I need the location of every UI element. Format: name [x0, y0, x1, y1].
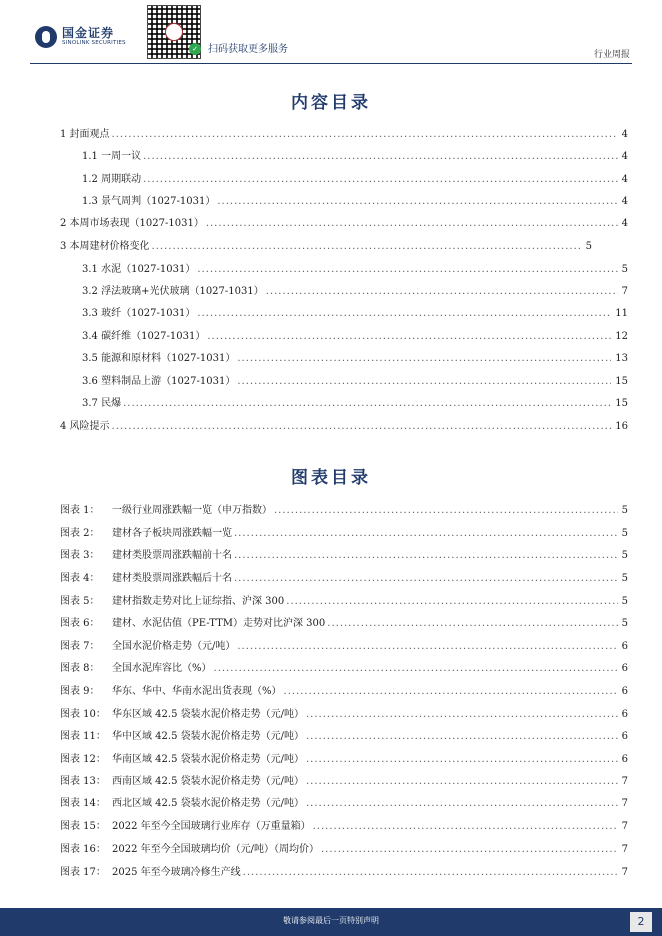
- figure-entry[interactable]: [60, 617, 628, 631]
- toc-entry-page: 7: [621, 286, 628, 297]
- figure-label: 全国水泥价格走势（元/吨）: [112, 641, 236, 652]
- toc-entry-page: 12: [615, 331, 628, 342]
- leader-dots: [217, 195, 617, 209]
- wechat-badge-icon: ✓: [189, 43, 201, 55]
- toc-entry-page: 4: [621, 129, 628, 140]
- figure-number: 图表 1：: [60, 505, 100, 516]
- toc-entry-label: 1 封面观点: [60, 129, 110, 140]
- toc-entry-page: 4: [621, 196, 628, 207]
- report-type: 行业周报: [593, 50, 630, 60]
- figure-entry[interactable]: [60, 640, 628, 654]
- leader-dots: [306, 753, 618, 767]
- figure-entry[interactable]: [60, 708, 628, 722]
- leader-dots: [306, 708, 618, 722]
- leader-dots: [327, 617, 617, 631]
- figure-page: 7: [621, 821, 628, 832]
- toc-entry[interactable]: [60, 217, 628, 231]
- toc-entry[interactable]: [82, 375, 628, 389]
- page-header: [0, 0, 662, 64]
- leader-dots: [197, 263, 617, 277]
- figure-number: 图表 11：: [60, 731, 106, 742]
- leader-dots: [306, 775, 618, 789]
- page-number: 2: [630, 912, 652, 932]
- toc-entry-label: 1.3 景气周判（1027-1031）: [82, 196, 216, 207]
- figure-label: 西南区域 42.5 袋装水泥价格走势（元/吨）: [112, 776, 304, 787]
- leader-dots: [313, 820, 618, 834]
- leader-dots: [306, 797, 618, 811]
- figure-label: 华南区域 42.5 袋装水泥价格走势（元/吨）: [112, 754, 304, 765]
- toc-entry[interactable]: [82, 195, 628, 209]
- figure-entry[interactable]: [60, 685, 628, 699]
- figure-label: 2022 年至今全国玻璃行业库存（万重量箱）: [112, 821, 311, 832]
- figure-entry[interactable]: [60, 730, 628, 744]
- toc-entry[interactable]: [60, 420, 628, 434]
- footer-disclaimer: 敬请参阅最后一页特别声明: [283, 916, 379, 925]
- leader-dots: [112, 420, 612, 434]
- figures-title: 图表目录: [291, 468, 371, 488]
- qr-center-logo-icon: [165, 23, 183, 41]
- toc-entry[interactable]: [60, 128, 628, 142]
- figure-entry[interactable]: [60, 775, 628, 789]
- figure-page: 7: [621, 844, 628, 855]
- leader-dots: [234, 549, 618, 563]
- toc-entry-label: 3 本周建材价格变化: [60, 241, 150, 252]
- toc-entry[interactable]: [82, 173, 628, 187]
- figure-number: 图表 17：: [60, 867, 106, 878]
- toc-entry-page: 15: [615, 376, 628, 387]
- toc-entry-page: 4: [621, 218, 628, 229]
- figure-page: 5: [621, 528, 628, 539]
- toc-entry-page: 15: [615, 398, 628, 409]
- logo-name-en: SINOLINK SECURITIES: [62, 40, 126, 46]
- leader-dots: [237, 375, 611, 389]
- figure-label: 2025 年至今玻璃冷修生产线: [112, 867, 241, 878]
- leader-dots: [284, 685, 618, 699]
- figure-page: 7: [621, 776, 628, 787]
- toc-entry[interactable]: [82, 330, 628, 344]
- leader-dots: [237, 352, 611, 366]
- toc-entry[interactable]: [82, 352, 628, 366]
- figure-page: 6: [621, 686, 628, 697]
- toc-entry-page: 4: [621, 151, 628, 162]
- leader-dots: [234, 572, 618, 586]
- toc-entry-label: 2 本周市场表现（1027-1031）: [60, 218, 204, 229]
- leader-dots: [321, 843, 618, 857]
- figure-label: 建材、水泥估值（PE-TTM）走势对比沪深 300: [112, 618, 326, 629]
- toc-entry[interactable]: [60, 240, 592, 254]
- figure-number: 图表 3：: [60, 550, 100, 561]
- figure-page: 6: [621, 641, 628, 652]
- figure-label: 2022 年至今全国玻璃均价（元/吨）（周均价）: [112, 844, 319, 855]
- leader-dots: [152, 240, 582, 254]
- figure-page: 5: [621, 573, 628, 584]
- figure-entry[interactable]: [60, 662, 628, 676]
- page-footer: [0, 908, 662, 936]
- toc-entry-label: 3.7 民爆: [82, 398, 122, 409]
- figure-page: 5: [621, 550, 628, 561]
- figure-entry[interactable]: [60, 527, 628, 541]
- figure-number: 图表 10：: [60, 709, 106, 720]
- figure-number: 图表 13：: [60, 776, 106, 787]
- figure-label: 建材指数走势对比上证综指、沪深 300: [112, 596, 285, 607]
- leader-dots: [143, 173, 618, 187]
- leader-dots: [306, 730, 618, 744]
- figure-number: 图表 7：: [60, 641, 100, 652]
- figure-label: 建材各子板块周涨跌幅一览: [112, 528, 232, 539]
- figure-page: 6: [621, 754, 628, 765]
- leader-dots: [123, 397, 611, 411]
- toc-entry-page: 11: [615, 308, 628, 319]
- figure-entry[interactable]: [60, 820, 628, 834]
- figure-entry[interactable]: [60, 595, 628, 609]
- toc-entry-page: 16: [615, 421, 628, 432]
- toc-entry-label: 1.2 周期联动: [82, 174, 142, 185]
- figure-label: 华东区域 42.5 袋装水泥价格走势（元/吨）: [112, 709, 304, 720]
- figure-number: 图表 12：: [60, 754, 106, 765]
- figure-label: 一级行业周涨跌幅一览（申万指数）: [112, 505, 272, 516]
- figure-label: 建材类股票周涨跌幅前十名: [112, 550, 232, 561]
- toc-entry-label: 3.1 水泥（1027-1031）: [82, 264, 196, 275]
- toc-entry-label: 3.4 碳纤维（1027-1031）: [82, 331, 206, 342]
- leader-dots: [286, 595, 617, 609]
- figure-entry[interactable]: [60, 549, 628, 563]
- toc-entry-label: 3.2 浮法玻璃+光伏玻璃（1027-1031）: [82, 286, 264, 297]
- figure-page: 5: [621, 618, 628, 629]
- figure-number: 图表 5：: [60, 596, 100, 607]
- qr-code-icon[interactable]: [147, 5, 201, 59]
- toc-entry-label: 3.6 塑料制品上游（1027-1031）: [82, 376, 236, 387]
- figure-number: 图表 9：: [60, 686, 100, 697]
- toc-entry-label: 3.3 玻纤（1027-1031）: [82, 308, 196, 319]
- scan-prompt: 扫码获取更多服务: [208, 44, 288, 55]
- figure-page: 6: [621, 731, 628, 742]
- toc-entry-label: 3.5 能源和原材料（1027-1031）: [82, 353, 236, 364]
- figure-label: 华东、华中、华南水泥出货表现（%）: [112, 686, 282, 697]
- leader-dots: [207, 330, 611, 344]
- leader-dots: [274, 504, 618, 518]
- figure-page: 6: [621, 663, 628, 674]
- figure-page: 7: [621, 798, 628, 809]
- figure-page: 5: [621, 505, 628, 516]
- figure-number: 图表 8：: [60, 663, 100, 674]
- toc-entry-page: 4: [621, 174, 628, 185]
- leader-dots: [143, 150, 618, 164]
- figure-entry[interactable]: [60, 504, 628, 518]
- figure-number: 图表 14：: [60, 798, 106, 809]
- leader-dots: [112, 128, 618, 142]
- logo-name-cn: 国金证券: [62, 26, 115, 40]
- figure-entry[interactable]: [60, 797, 628, 811]
- figure-label: 全国水泥库容比（%）: [112, 663, 212, 674]
- leader-dots: [214, 662, 618, 676]
- figure-label: 西北区域 42.5 袋装水泥价格走势（元/吨）: [112, 798, 304, 809]
- figure-entry[interactable]: [60, 572, 628, 586]
- figure-number: 图表 6：: [60, 618, 100, 629]
- figure-label: 建材类股票周涨跌幅后十名: [112, 573, 232, 584]
- toc-entry[interactable]: [82, 263, 628, 277]
- figure-entry[interactable]: [60, 843, 628, 857]
- leader-dots: [197, 307, 611, 321]
- figure-page: 7: [621, 867, 628, 878]
- toc-entry[interactable]: [82, 150, 628, 164]
- figure-page: 6: [621, 709, 628, 720]
- figure-page: 5: [621, 596, 628, 607]
- company-logo: [35, 26, 126, 48]
- toc-entry[interactable]: [82, 307, 628, 321]
- toc-entry-label: 1.1 一周一议: [82, 151, 142, 162]
- figure-number: 图表 2：: [60, 528, 100, 539]
- figure-label: 华中区域 42.5 袋装水泥价格走势（元/吨）: [112, 731, 304, 742]
- figure-number: 图表 15：: [60, 821, 106, 832]
- toc-entry-page: 13: [615, 353, 628, 364]
- toc-entry[interactable]: [82, 397, 628, 411]
- toc-entry[interactable]: [82, 285, 628, 299]
- header-divider: [30, 63, 632, 64]
- toc-title: 内容目录: [291, 93, 371, 113]
- toc-entry-page: 5: [621, 264, 628, 275]
- figure-number: 图表 16：: [60, 844, 106, 855]
- figure-entry[interactable]: [60, 753, 628, 767]
- leader-dots: [266, 285, 618, 299]
- toc-entry-page: 5: [585, 241, 592, 252]
- leader-dots: [206, 217, 618, 231]
- leader-dots: [234, 527, 618, 541]
- leader-dots: [237, 640, 617, 654]
- figure-number: 图表 4：: [60, 573, 100, 584]
- toc-entry-label: 4 风险提示: [60, 421, 110, 432]
- logo-icon: [35, 26, 57, 48]
- figure-entry[interactable]: [60, 866, 628, 880]
- leader-dots: [243, 866, 618, 880]
